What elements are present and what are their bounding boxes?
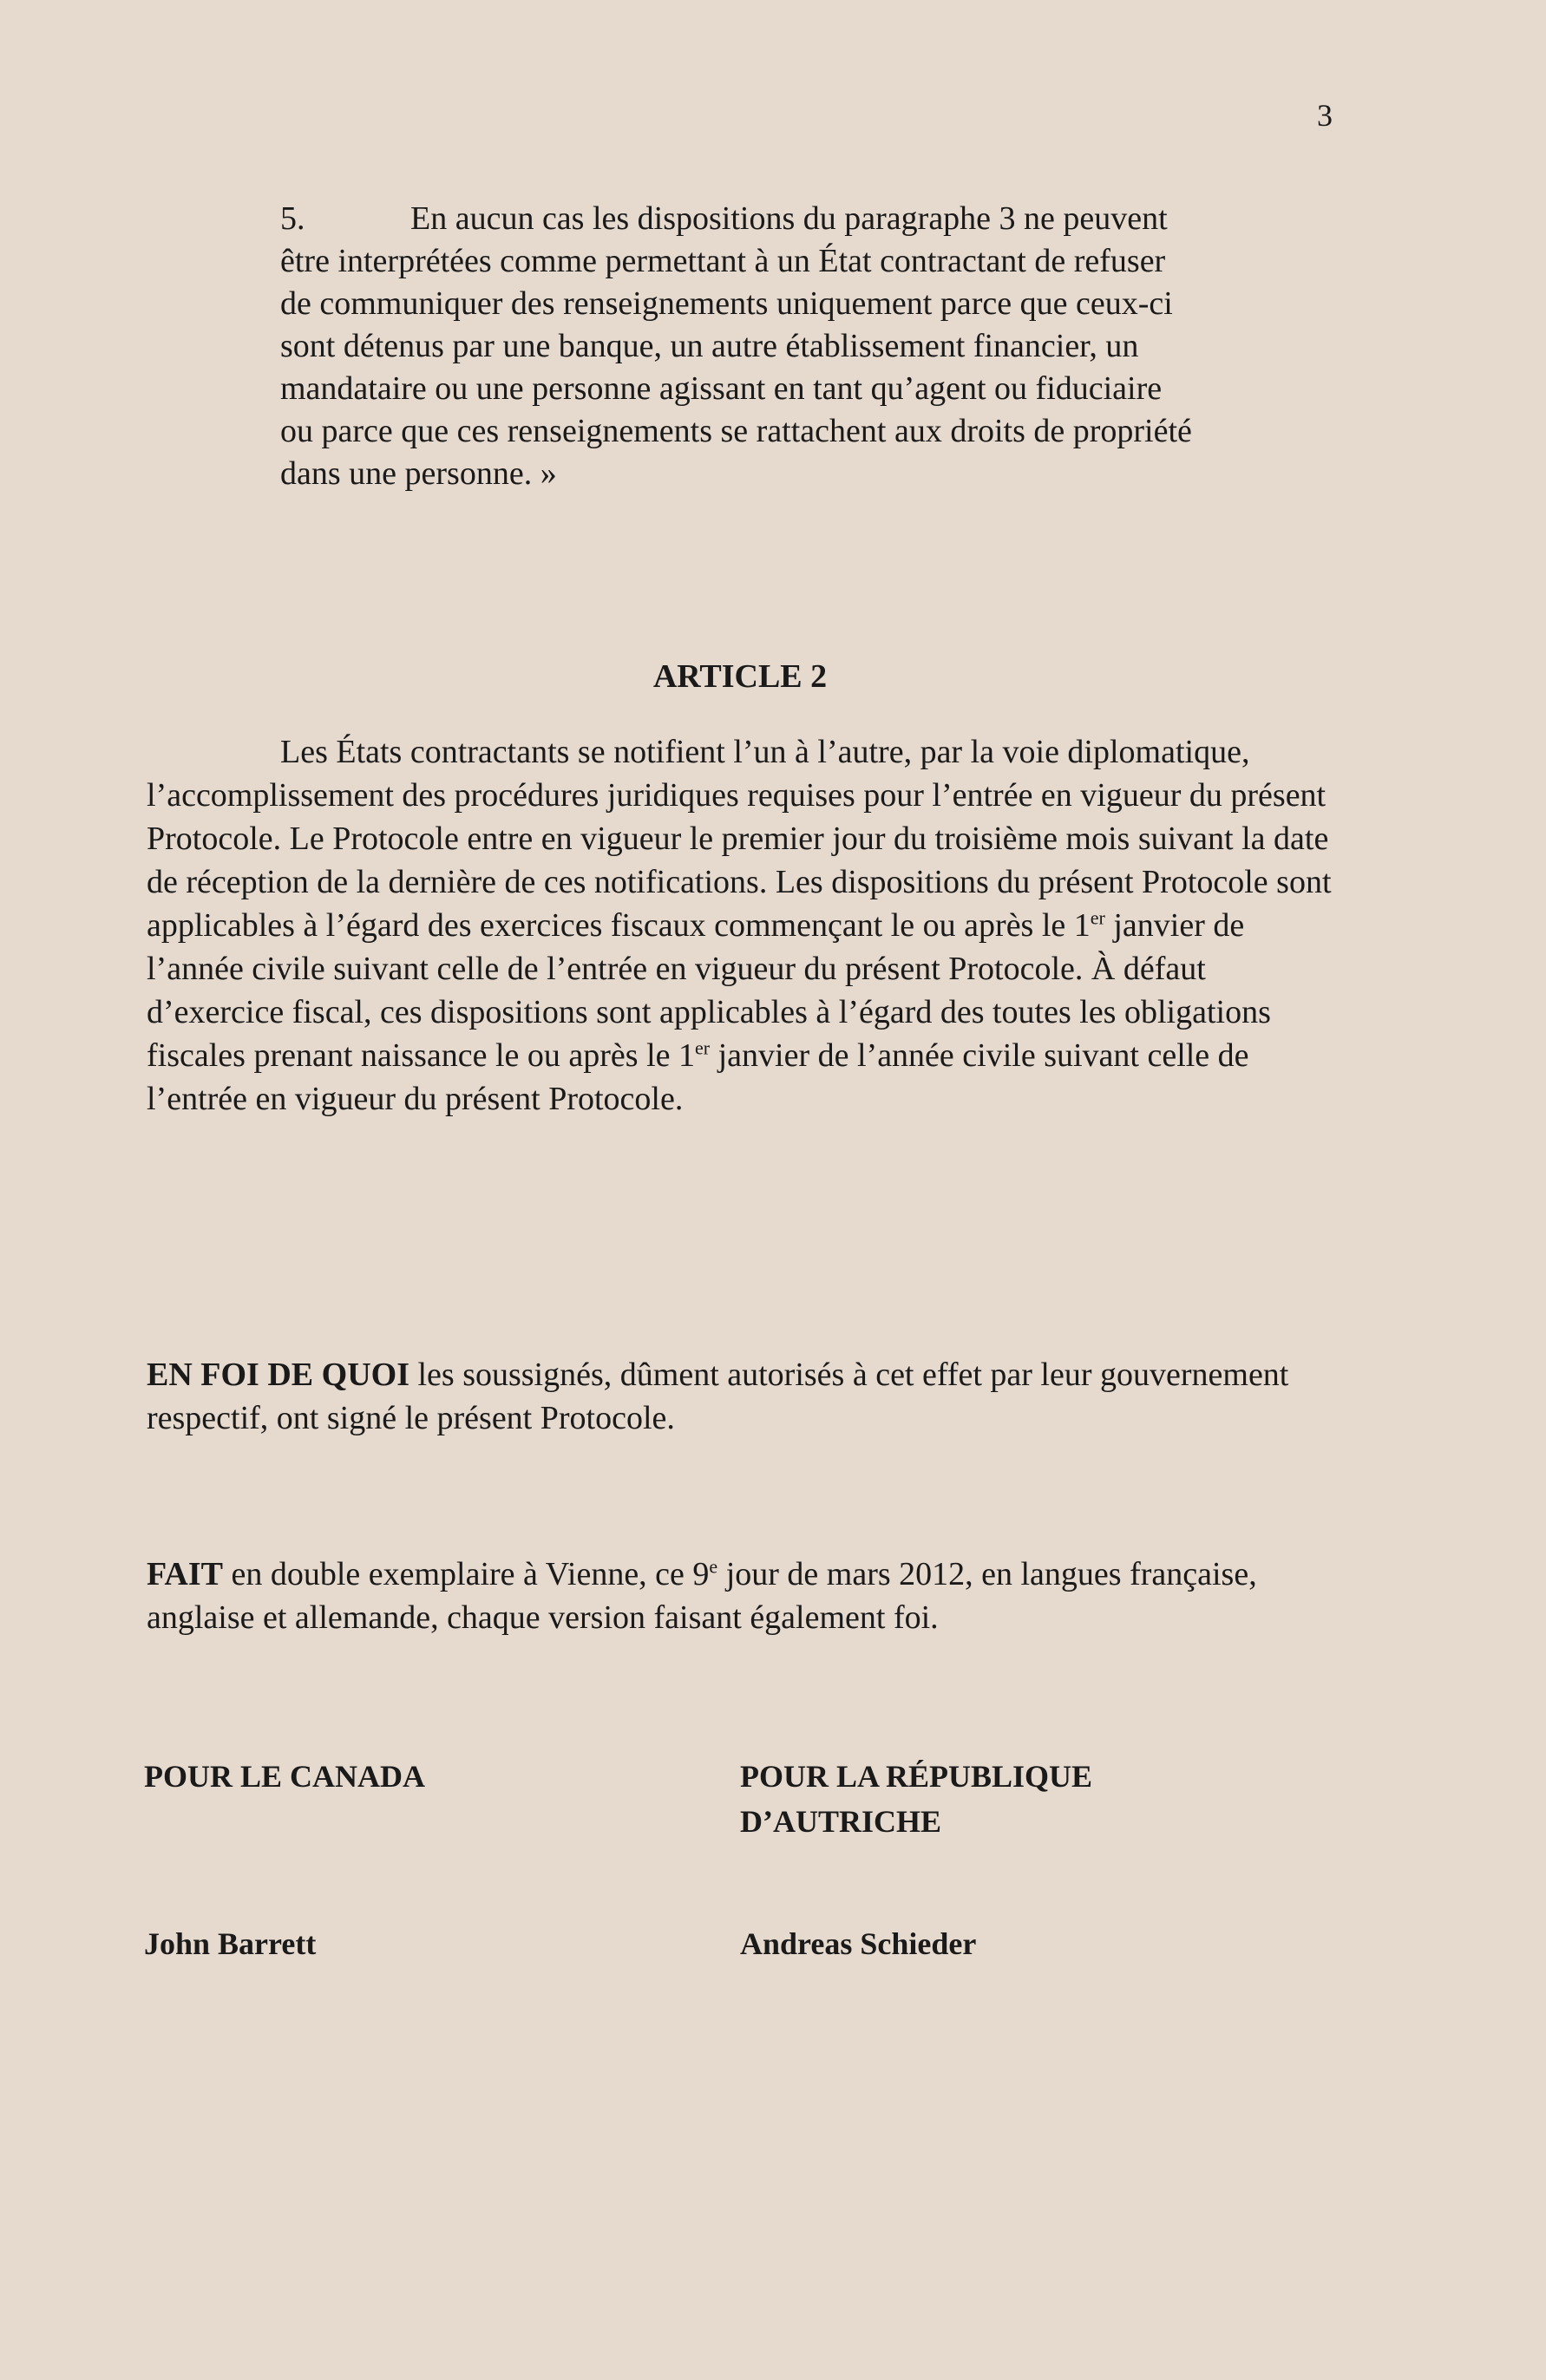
article-2-title: ARTICLE 2 — [652, 658, 828, 695]
signer-austria: Andreas Schieder — [740, 1926, 977, 1961]
witness-text: les soussignés, dûment autorisés à cet effet par leur gouvernement respectif, ont signé le présent Protocole. — [147, 1357, 1289, 1436]
article-2-text-3: janvier de l’année civile suivant celle de l’entrée en vigueur du présent Protocole. — [147, 1037, 1249, 1117]
ordinal-sup-2: er — [695, 1036, 711, 1059]
paragraph-5 — [280, 198, 1200, 495]
austria-heading-line2: D’AUTRICHE — [740, 1804, 942, 1839]
witness-lead: EN FOI DE QUOI — [147, 1357, 409, 1393]
paragraph-number: 5. — [280, 200, 305, 237]
canada-heading: POUR LE CANADA — [144, 1759, 425, 1794]
done-clause — [147, 1553, 1344, 1639]
article-2-text-1: Les États contractants se notifient l’un à l’autre, par la voie diplomatique, l’accomplissement des procédures juridiques requises pour l’entrée en vigueur du présent Protocole. Le Protocole entre en vigueur le premier jour du troisième mois suivant la date de réception de la dernière de ces notifications. Les dispositions du présent Protocole sont applicables à l’égard des exercices fiscaux commençant le ou après le 1 — [147, 734, 1332, 944]
paragraph-5-text: En aucun cas les dispositions du paragraphe 3 ne peuvent être interprétées comme permettant à un État contractant de refuser de communiquer des renseignements uniquement parce que ceux-ci sont détenus par une banque, un autre établissement financier, un mandataire ou une personne agissant en tant qu’agent ou fiduciaire ou parce que ces renseignements se rattachent aux droits de propriété dans une personne. » — [280, 200, 1192, 492]
day-ordinal-sup: e — [709, 1555, 718, 1578]
witness-clause — [147, 1353, 1344, 1440]
signature-heading-austria — [740, 1754, 1092, 1844]
article-2-body — [147, 730, 1344, 1121]
done-text-2: jour de mars 2012, en langues française, anglaise et allemande, chaque version faisant également foi. — [147, 1556, 1257, 1636]
ordinal-sup-1: er — [1090, 906, 1105, 929]
page-number: 3 — [1317, 98, 1333, 133]
done-text-1: en double exemplaire à Vienne, ce 9 — [222, 1556, 710, 1592]
austria-heading-line1: POUR LA RÉPUBLIQUE — [740, 1759, 1093, 1794]
article-2-text-2: janvier de l’année civile suivant celle de l’entrée en vigueur du présent Protocole. À défaut d’exercice fiscal, ces dispositions sont applicables à l’égard des toutes les obligations fiscales prenant naissance le ou après le 1 — [147, 907, 1271, 1074]
done-lead: FAIT — [147, 1556, 223, 1592]
signature-heading-canada — [144, 1754, 425, 1799]
signer-canada: John Barrett — [144, 1926, 317, 1961]
